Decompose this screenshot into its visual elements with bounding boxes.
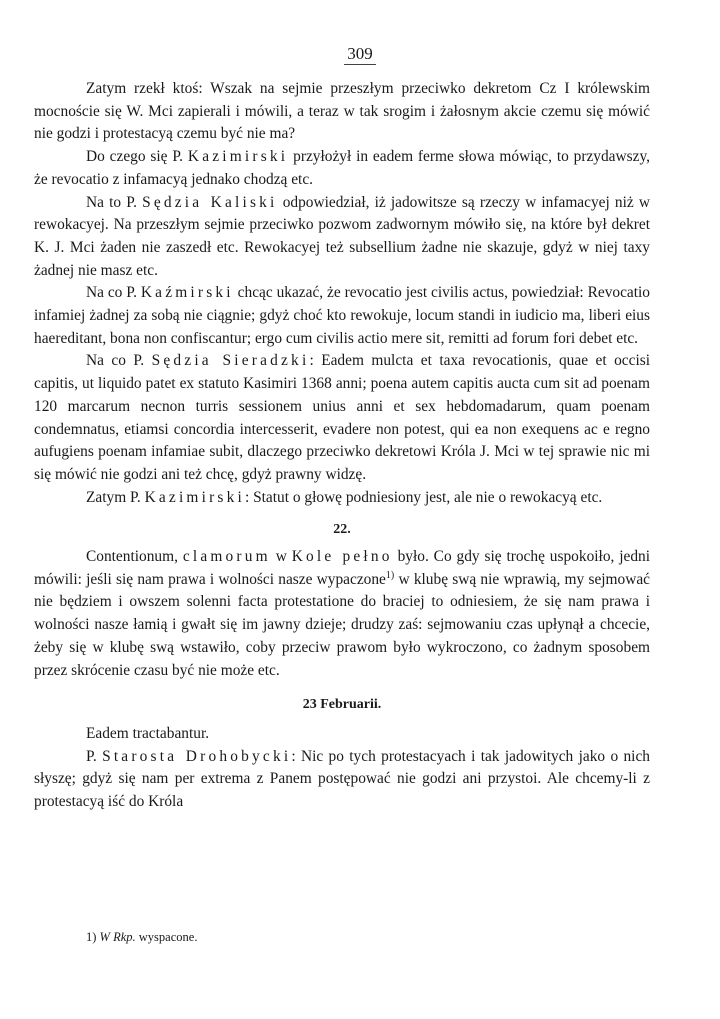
paragraph-text: Zatym rzekł ktoś: Wszak na sejmie przeszłym przeciwko dekretom Cz I królewskim mocnoście się W. Mci zapierali i mówili, a teraz w tak srogim i żałosnym akcie czemu się mówić nie godzi i protestacyą czemu być nie ma? (34, 80, 650, 143)
section-heading-22: 22. (333, 522, 351, 538)
paragraph-text: chcąc ukazać, że revocatio jest civilis actus, powiedział: Revocatio infamiej żadnej za sobą nie ciągnie; gdyż choć kto rewokuje, locum standi in iudicio ma, liberi eius haereditant, bona non confiscantur; ergo cum civilis actio mere sit, remitti ad forum fori debet etc. (34, 284, 650, 347)
section-date-heading: 23 Februarii. (302, 697, 382, 713)
paragraph (34, 192, 650, 283)
section-23-paragraphs (34, 723, 650, 814)
paragraph-text: Do czego się P. (86, 148, 188, 166)
spaced-name: Kazimirski (187, 148, 289, 166)
spaced-name: clamorum (182, 548, 271, 566)
paragraph (34, 546, 650, 682)
footnote-marker: 1) (86, 930, 97, 944)
page-number-text: 309 (344, 44, 376, 65)
paragraph (34, 78, 650, 146)
paragraph-text: Na co P. (86, 352, 152, 370)
section-22-paragraphs (34, 546, 650, 682)
paragraph-text: Zatym P. (86, 488, 145, 506)
paragraph-text: w (270, 548, 292, 566)
paragraph-text: odpowiedział, iż jadowitsze są rzeczy w infamacyej niż w rewokacyej. Na przeszłym sejmie przeciwko pozwom zadwornym mówiło się, na które był dekret K. J. Mci żaden nie zaszedł etc. Rewokacyej też subsellium żadne nie skazuje, gdyż w niej taxy żadnej nie masz etc. (34, 193, 650, 279)
paragraph-text: w klubę swą nie wprawią, my sejmować nie będziem i owszem solenni facta protestatione do braciej to odniesiem, że się nam prawa i wolności nasze łamią i gwałt się im jawny dzieje; drudzy zaś: sejmowaniu czas upłynął a chcecie, żeby się w klubę swą wstawiło, coby przeciw prawom było wykroczono, co żadnym sposobem przez skrócenie czasu być nie może etc. (34, 570, 650, 679)
footnote-source: W Rkp. (99, 930, 136, 944)
paragraph (34, 746, 650, 814)
spaced-name: Sędzia Sieradzki (151, 352, 310, 370)
main-paragraphs (34, 78, 650, 509)
paragraph (34, 350, 650, 486)
paragraph-text: : Statut o głowę podniesiony jest, ale nie o rewokacyą etc. (244, 488, 603, 506)
footnote-text: wyspacone. (138, 930, 198, 944)
paragraph (34, 723, 650, 746)
paragraph-text: : Nic po tych protestacyach i tak jadowitych jako o nich słyszę; gdyż się nam per extrema z Panem postępować nie godzi ani przystoi. Ale chcemy-li z protestacyą iść do Króla (34, 747, 650, 811)
paragraph-text: Na co P. (86, 284, 141, 302)
paragraph-text: P. (86, 747, 103, 765)
paragraph (34, 282, 650, 350)
paragraph-text: było. Co gdy się trochę uspokoiło, jedni mówili: jeśli się nam prawa i wolności nasze wypaczone (34, 548, 651, 588)
spaced-name: Kazimirski (144, 488, 245, 506)
page-number (0, 44, 720, 64)
footnote-reference: 1) (385, 569, 395, 581)
paragraph (34, 487, 650, 510)
paragraph-text: Contentionum, (86, 548, 183, 566)
paragraph-text: Na to P. (86, 193, 143, 211)
spaced-name: Kole pełno (291, 548, 393, 566)
paragraph-text: przyłożył in eadem ferme słowa mówiąc, to przydawszy, że revocatio z infamacyą jednako chodzą etc. (34, 148, 650, 188)
body-text (34, 78, 650, 814)
paragraph (34, 146, 650, 191)
footnote (86, 930, 197, 945)
paragraph-text: : Eadem mulcta et taxa revocationis, quae et occisi capitis, ut liquido patet ex statuto Kasimiri 1368 anni; poena autem capitis aucta cum sit ad poenam 120 marcarum necnon turris sessionem unius anni et sex hebdomadarum, quam poenam condemnatus, etiamsi concordia intercesserit, evadere non potest, qui ea non exequens ac e regno aufugiens poenam infamiae subit, dlaczego przeciwko dekretowi Króla J. Mci w tej sprawie nic mi się mówić nie godzi ani też chcę, gdyż prawny widzę. (34, 352, 650, 483)
spaced-name: Starosta Drohobycki (102, 747, 292, 765)
spaced-name: Kaźmirski (140, 284, 234, 302)
paragraph-text: Eadem tractabantur. (86, 724, 210, 742)
spaced-name: Sędzia Kaliski (142, 193, 278, 211)
